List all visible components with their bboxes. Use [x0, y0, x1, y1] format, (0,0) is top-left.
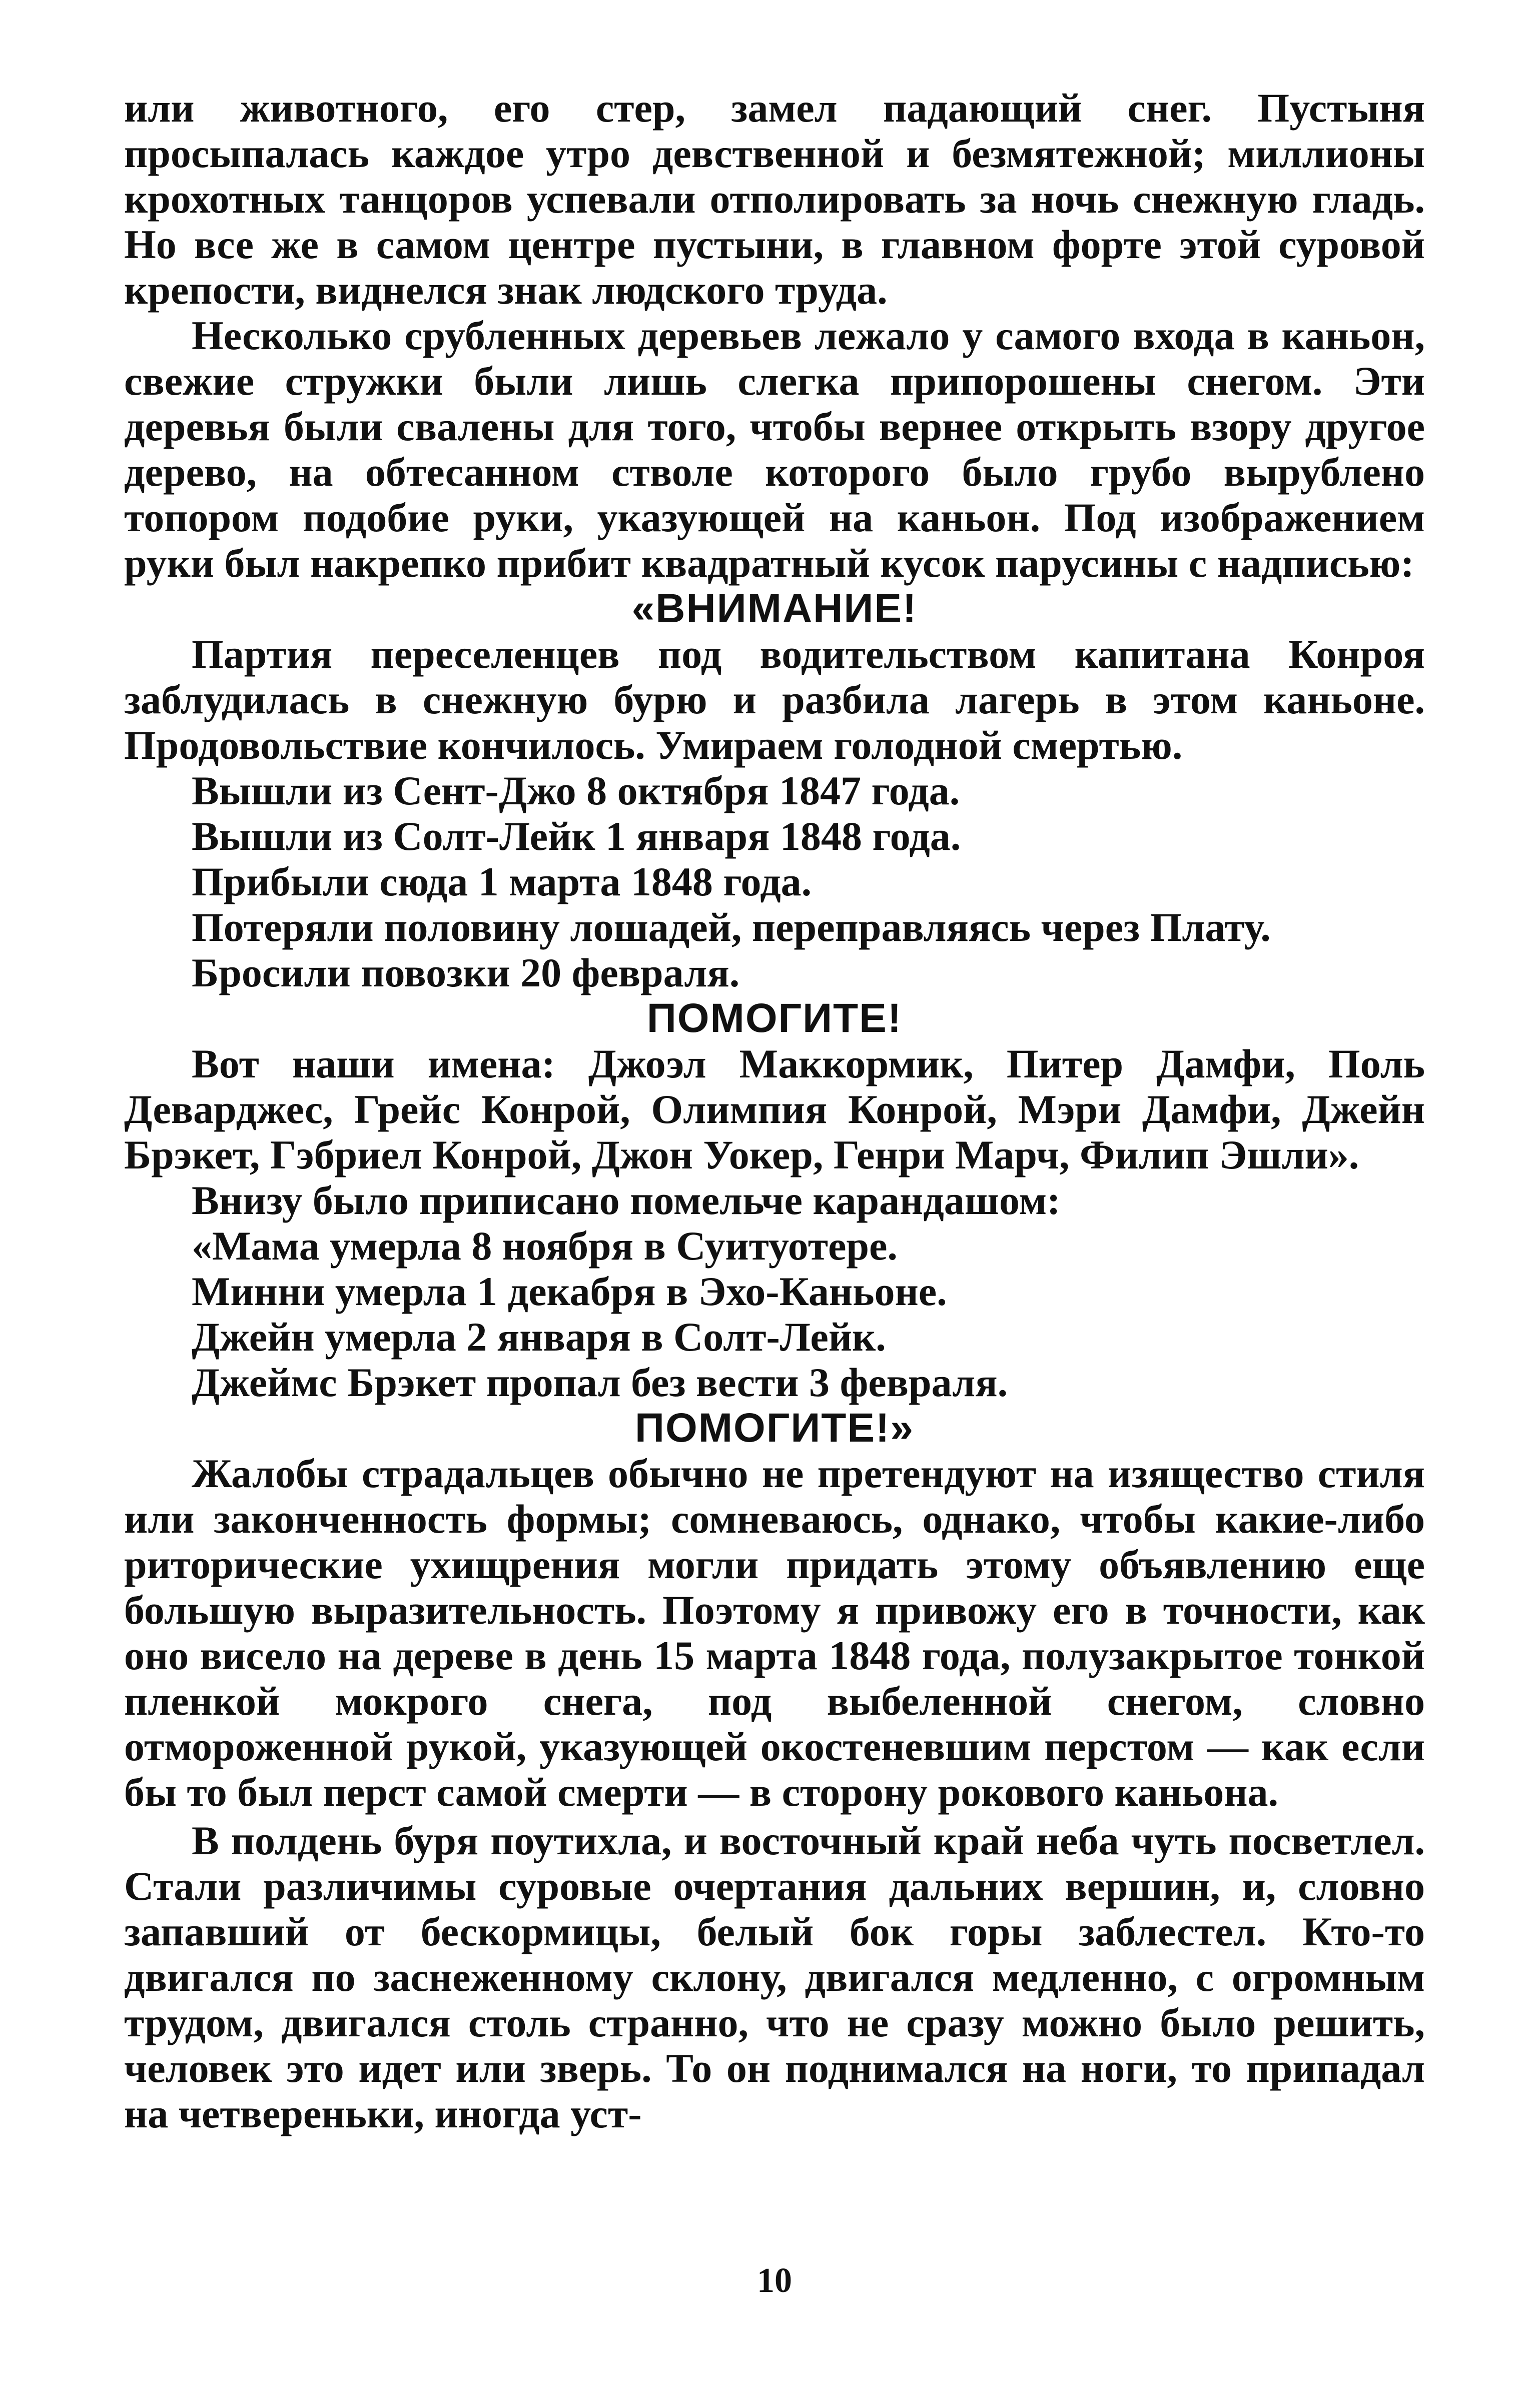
notice-line-1: Вышли из Сент-Джо 8 октября 1847 года. [192, 768, 960, 813]
paragraph-4: Вот наши имена: Джоэл Маккормик, Питер Дамфи, Поль Деварджес, Грейс Конрой, Олимпия Конрой, Мэри Дамфи, Джейн Брэкет, Гэбриел Конрой, Джон Уокер, Генри Марч, Филип Эшли». [124, 1041, 1425, 1177]
paragraph-5: Жалобы страдальцев обычно не претендуют на изящество стиля или законченность формы; сомневаюсь, однако, чтобы какие-либо риторические ухищрения могли придать этому объявлению еще большую выразительность. Поэтому я привожу его в точности, как оно висело на дереве в день 15 марта 1848 года, полузакрытое тонкой пленкой мокрого снега, под выбеленной снегом, словно отмороженной рукой, указующей окостеневшим перстом — как если бы то был перст самой смерти — в сторону рокового каньона. [124, 1451, 1425, 1815]
notice-heading-help-2: ПОМОГИТЕ!» [635, 1405, 914, 1451]
note-line-1: Внизу было приписано помельче карандашом: [192, 1177, 1061, 1223]
page-number: 10 [757, 2261, 792, 2300]
paragraph-3: Партия переселенцев под водительством капитана Конроя заблудилась в снежную бурю и разбила лагерь в этом каньоне. Продовольствие кончилось. Умираем голодной смертью. [124, 631, 1425, 768]
notice-heading-help-1: ПОМОГИТЕ! [646, 995, 903, 1041]
paragraph-2: Несколько срубленных деревьев лежало у самого входа в каньон, свежие стружки были лишь слегка припорошены снегом. Эти деревья были свалены для того, чтобы вернее открыть взору другое дерево, на обтесанном стволе которого было грубо вырублено топором подобие руки, указующей на каньон. Под изображением руки был накрепко прибит квадратный кусок парусины с надписью: [124, 313, 1425, 586]
notice-heading-attention: «ВНИМАНИЕ! [631, 586, 918, 631]
notice-line-3: Прибыли сюда 1 марта 1848 года. [192, 859, 812, 904]
notice-line-5: Бросили повозки 20 февраля. [192, 950, 740, 995]
notice-line-2: Вышли из Солт-Лейк 1 января 1848 года. [192, 813, 961, 859]
note-line-2: «Мама умерла 8 ноября в Суитуотере. [192, 1223, 898, 1269]
paragraph-1: или животного, его стер, замел падающий снег. Пустыня просыпалась каждое утро девственной и безмятежной; миллионы крохотных танцоров успевали отполировать за ночь снежную гладь. Но все же в самом центре пустыни, в главном форте этой суровой крепости, виднелся знак людского труда. [124, 85, 1425, 313]
book-page [124, 85, 1425, 2311]
note-line-5: Джеймс Брэкет пропал без вести 3 февраля. [192, 1360, 1008, 1405]
notice-line-4: Потеряли половину лошадей, переправляясь через Плату. [192, 904, 1271, 950]
page-text [124, 85, 1425, 2136]
paragraph-6: В полдень буря поутихла, и восточный край неба чуть посветлел. Стали различимы суровые очертания дальних вершин, и, словно запавший от бескормицы, белый бок горы заблестел. Кто-то двигался по заснеженному склону, двигался медленно, с огромным трудом, двигался столь странно, что не сразу можно было решить, человек это идет или зверь. То он поднимался на ноги, то припадал на четвереньки, иногда уст- [124, 1818, 1425, 2136]
note-line-3: Минни умерла 1 декабря в Эхо-Каньоне. [192, 1269, 947, 1314]
note-line-4: Джейн умерла 2 января в Солт-Лейк. [192, 1314, 886, 1360]
